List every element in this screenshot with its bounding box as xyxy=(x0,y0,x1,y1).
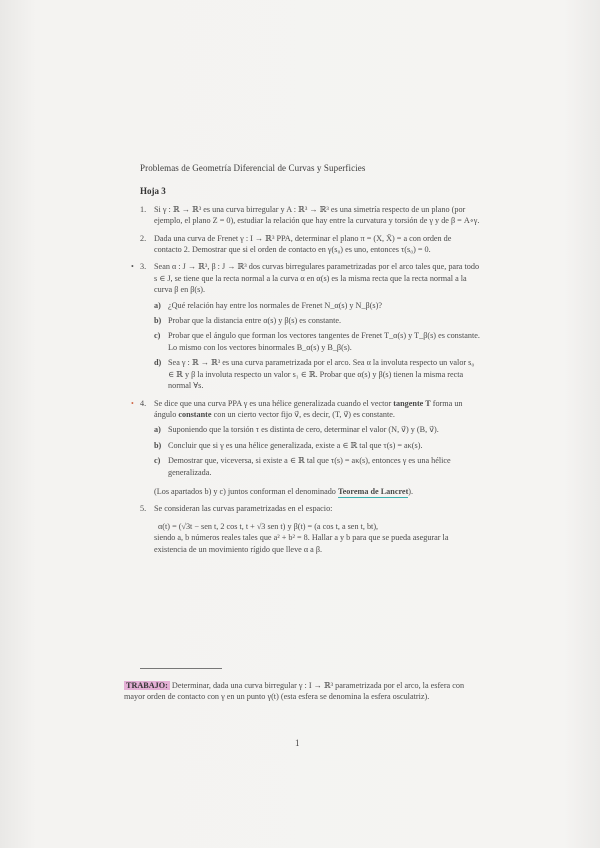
subpart-text: Sea γ : ℝ → ℝ³ es una curva parametrizada por el arco. Sea α la involuta respecto un valor s₀ ∈ ℝ y β la involuta respecto un valor s₁ ∈ ℝ. Probar que α(s) y β(s) tienen la misma recta normal ∀s. xyxy=(168,358,475,391)
subpart-label: b) xyxy=(154,316,162,326)
subpart-text: ¿Qué relación hay entre los normales de Frenet N_α(s) y N_β(s)? xyxy=(168,300,382,310)
problem-number: 3. xyxy=(140,262,147,272)
problem-text-mid: forma un ángulo xyxy=(154,398,463,419)
page-number: 1 xyxy=(295,738,300,748)
document-title: Problemas de Geometría Diferencial de Curvas y Superficies xyxy=(140,163,366,173)
sheet-heading: Hoja 3 xyxy=(140,186,166,197)
problem-text-start: Se dice que una curva PPA γ es una hélice generalizada cuando el vector xyxy=(154,398,394,408)
trabajo-text: Determinar, dada una curva birregular γ : I → ℝ³ parametrizada por el arco, la esfera con mayor orden de contacto con γ en un punto γ(t) (esta esfera se denomina la esfera osculatriz). xyxy=(124,681,465,702)
subpart-label: c) xyxy=(154,331,161,341)
subpart-d xyxy=(154,357,480,391)
problem-text-continued: siendo a, b números reales tales que a² + b² = 8. Hallar a y b para que se pueda asegurar la existencia de un movimiento rígido que lleve α a β. xyxy=(154,533,449,554)
problem-number: 1. xyxy=(140,204,147,214)
subpart-text: Concluir que si γ es una hélice generalizada, existe a ∈ ℝ tal que τ(s) = aκ(s). xyxy=(168,440,423,450)
margin-bullet: • xyxy=(131,398,134,408)
trabajo-label: TRABAJO: xyxy=(126,681,168,690)
subpart-text: Probar que la distancia entre α(s) y β(s) es constante. xyxy=(168,316,342,326)
subpart-text: Suponiendo que la torsión τ es distinta de cero, determinar el valor (N, v⃗) y (B, v⃗). xyxy=(168,425,439,435)
subpart-label: b) xyxy=(154,440,162,450)
problem-1 xyxy=(140,204,480,227)
problem-number: 4. xyxy=(140,398,147,408)
problem-text-end: con un cierto vector fijo v⃗, es decir, (T, v⃗) es constante. xyxy=(211,409,395,419)
subpart-label: a) xyxy=(154,300,161,310)
problem-text: Dada una curva de Frenet γ : I → ℝ³ PPA, determinar el plano π = (X, X̄) = a con orden de contacto 2. Demostrar que si el orden de contacto en γ(s₀) es uno, entonces τ(s₀) = 0. xyxy=(154,233,452,255)
subpart-label: a) xyxy=(154,425,161,435)
problem-text xyxy=(154,398,480,421)
subpart-a xyxy=(154,300,480,311)
problem-text: Sean α : J → ℝ³, β : J → ℝ³ dos curvas birregulares parametrizadas por el arco tales que, para todo s ∈ J, se tiene que la recta normal a la curva α en α(s) es la misma recta que la recta normal a la curva β en β(s). xyxy=(154,262,480,295)
subpart-label: d) xyxy=(154,358,162,368)
margin-bullet: • xyxy=(131,262,134,272)
curve-formula: α(t) = (√3t − sen t, 2 cos t, t + √3 sen t) y β(t) = (a cos t, a sen t, bt), xyxy=(158,521,379,531)
emphasis-tangent: tangente T xyxy=(393,398,431,408)
subpart-label: c) xyxy=(154,456,161,466)
footnote-rule xyxy=(140,668,222,669)
document-body xyxy=(131,163,480,561)
emphasis-constant: constante xyxy=(178,409,212,419)
subpart-c xyxy=(154,330,480,353)
lancret-note xyxy=(154,486,480,497)
subpart-text: Probar que el ángulo que forman los vectores tangentes de Frenet T_α(s) y T_β(s) es constante. Lo mismo con los vectores binormales B_α(s) y B_β(s). xyxy=(168,331,480,352)
problem-3 xyxy=(131,261,480,391)
trabajo-section xyxy=(124,680,482,703)
lancret-theorem-label: Teorema de Lancret xyxy=(337,486,409,496)
problem-number: 2. xyxy=(140,233,147,243)
note-text-start: (Los apartados b) y c) juntos conforman el denominado xyxy=(154,486,338,496)
problem-4 xyxy=(131,398,480,498)
problem-2 xyxy=(140,233,480,256)
subpart-b xyxy=(154,440,480,451)
subpart-text: Demostrar que, viceversa, si existe a ∈ ℝ tal que τ(s) = aκ(s), entonces γ es una hélice generalizada. xyxy=(168,456,451,477)
subpart-c xyxy=(154,455,480,478)
problem-5 xyxy=(140,503,480,555)
subpart-b xyxy=(154,315,480,326)
note-text-end: ). xyxy=(408,486,414,496)
problem-number: 5. xyxy=(140,504,147,514)
problem-text: Si γ : ℝ → ℝ³ es una curva birregular y A : ℝ³ → ℝ³ es una simetría respecto de un plano (por ejemplo, el plano Z = 0), estudiar la relación que hay entre la curvatura y torsión de γ y de β = A∘γ. xyxy=(154,204,480,226)
subpart-a xyxy=(154,424,480,435)
problem-text: Se consideran las curvas parametrizadas en el espacio: xyxy=(154,504,333,514)
